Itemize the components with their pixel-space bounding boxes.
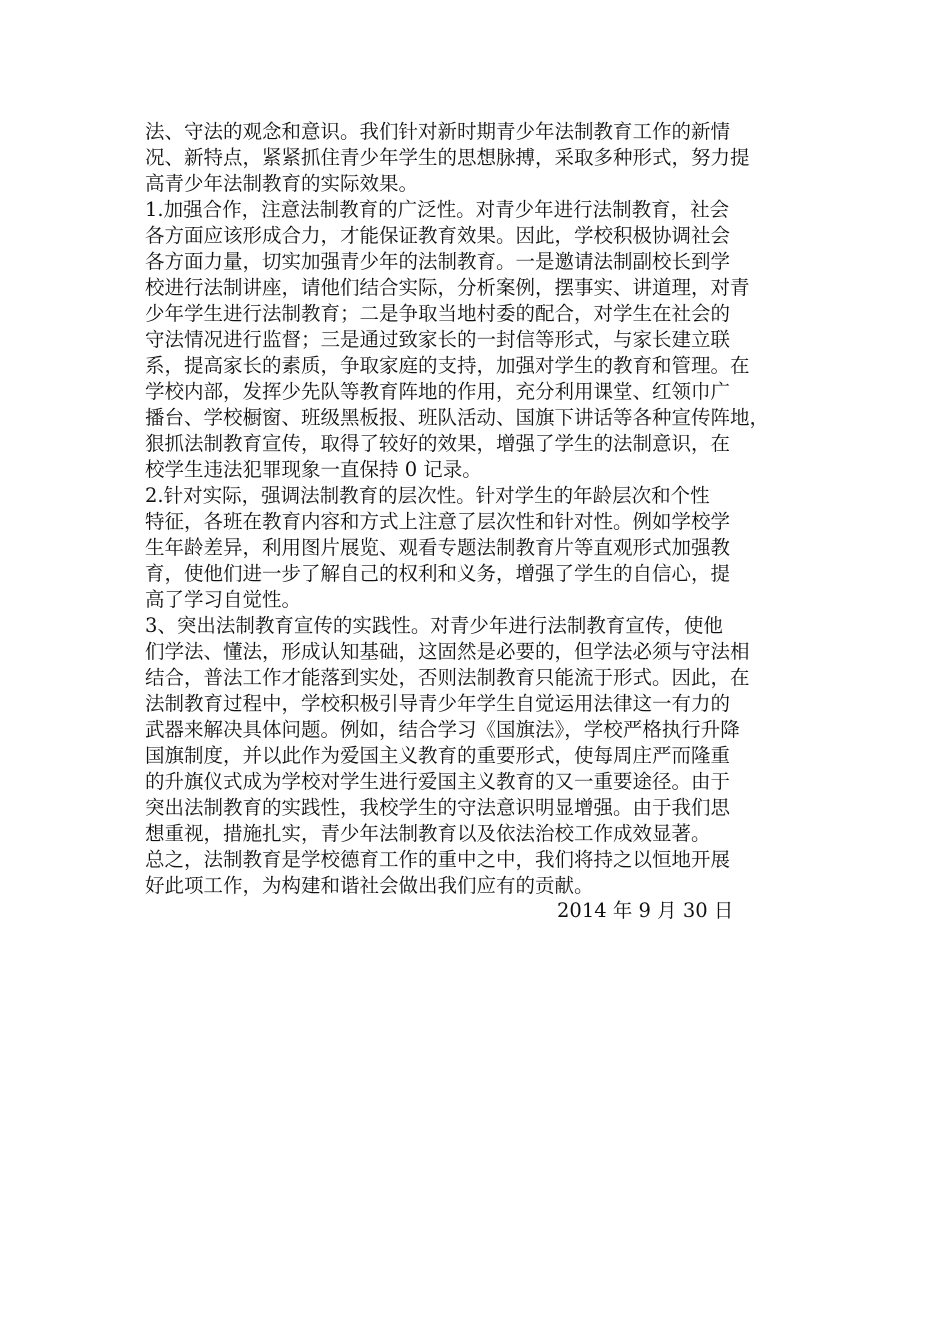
text-line: 校学生违法犯罪现象一直保持 0 记录。: [145, 458, 482, 481]
text-line: 1.加强合作，注意法制教育的广泛性。对青少年进行法制教育，社会: [145, 198, 730, 221]
text-line: 狠抓法制教育宣传，取得了较好的效果，增强了学生的法制意识，在: [145, 432, 731, 455]
text-line: 育，使他们进一步了解自己的权利和义务，增强了学生的自信心，提: [145, 562, 731, 585]
text-line: 特征，各班在教育内容和方式上注意了层次性和针对性。例如学校学: [145, 510, 731, 533]
text-line: 各方面应该形成合力，才能保证教育效果。因此，学校积极协调社会: [145, 224, 731, 247]
document-body: [145, 119, 815, 899]
text-line: 的升旗仪式成为学校对学生进行爱国主义教育的又一重要途径。由于: [145, 770, 731, 793]
text-line: 法制教育过程中，学校积极引导青少年学生自觉运用法律这一有力的: [145, 692, 731, 715]
text-line: 高青少年法制教育的实际效果。: [145, 172, 419, 195]
text-line: 们学法、懂法，形成认知基础，这固然是必要的，但学法必须与守法相: [145, 640, 750, 663]
text-line: 想重视，措施扎实，青少年法制教育以及依法治校工作成效显著。: [145, 822, 711, 845]
text-line: 守法情况进行监督；三是通过致家长的一封信等形式，与家长建立联: [145, 328, 731, 351]
text-line: 突出法制教育的实践性，我校学生的守法意识明显增强。由于我们思: [145, 796, 731, 819]
text-line: 国旗制度，并以此作为爱国主义教育的重要形式，使每周庄严而隆重: [145, 744, 731, 767]
text-line: 法、守法的观念和意识。我们针对新时期青少年法制教育工作的新情: [145, 120, 731, 143]
text-line: 系，提高家长的素质，争取家庭的支持，加强对学生的教育和管理。在: [145, 354, 750, 377]
text-line: 生年龄差异，利用图片展览、观看专题法制教育片等直观形式加强教: [145, 536, 731, 559]
text-line: 校进行法制讲座，请他们结合实际，分析案例，摆事实、讲道理，对青: [145, 276, 750, 299]
text-line: 各方面力量，切实加强青少年的法制教育。一是邀请法制副校长到学: [145, 250, 731, 273]
text-line: 2.针对实际，强调法制教育的层次性。针对学生的年龄层次和个性: [145, 484, 710, 507]
text-line: 总之，法制教育是学校德育工作的重中之中，我们将持之以恒地开展: [145, 848, 731, 871]
text-line: 武器来解决具体问题。例如，结合学习《国旗法》，学校严格执行升降: [145, 718, 740, 741]
text-line: 结合，普法工作才能落到实处，否则法制教育只能流于形式。因此，在: [145, 666, 750, 689]
document-date: 2014 年 9 月 30 日: [557, 899, 734, 922]
text-line: 好此项工作，为构建和谐社会做出我们应有的贡献。: [145, 874, 594, 897]
text-line: 少年学生进行法制教育；二是争取当地村委的配合，对学生在社会的: [145, 302, 731, 325]
text-line: 高了学习自觉性。: [145, 588, 302, 611]
text-line: 况、新特点，紧紧抓住青少年学生的思想脉搏，采取多种形式，努力提: [145, 146, 750, 169]
text-line: 学校内部，发挥少先队等教育阵地的作用，充分利用课堂、红领巾广: [145, 380, 731, 403]
text-line: 3、突出法制教育宣传的实践性。对青少年进行法制教育宣传，使他: [145, 614, 723, 637]
text-line: 播台、学校橱窗、班级黑板报、班队活动、国旗下讲话等各种宣传阵地，: [145, 406, 770, 429]
